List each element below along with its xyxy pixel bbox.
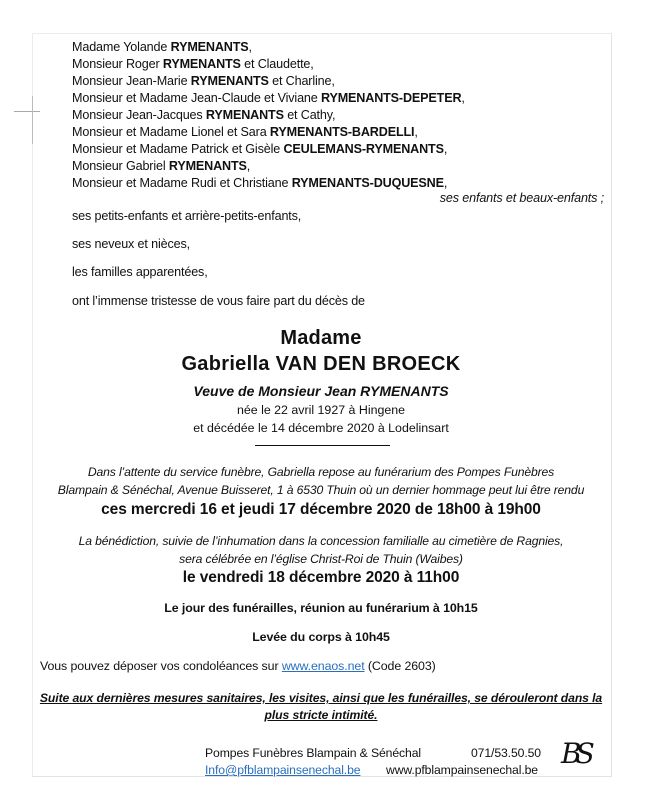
family-member — [72, 57, 314, 72]
family-member-first: Monsieur et Madame Patrick et Gisèle — [72, 142, 284, 156]
family-member-first: Monsieur et Madame Rudi et Christiane — [72, 176, 292, 190]
company-logo-icon: BS — [561, 737, 589, 770]
widow-of: Veuve de Monsieur Jean RYMENANTS — [193, 383, 449, 399]
family-member-first: Monsieur et Madame Jean-Claude et Viviane — [72, 91, 321, 105]
family-member — [72, 91, 465, 106]
family-member-surname: RYMENANTS — [205, 108, 284, 122]
footer-email-wrap — [205, 763, 360, 777]
family-member-rest: , — [443, 142, 448, 156]
visitation-line-1: Dans l’attente du service funèbre, Gabriella repose au funérarium des Pompes Funèbres — [87, 465, 555, 479]
condolences-line — [40, 659, 436, 673]
separator-rule — [255, 445, 390, 446]
children-label: ses enfants et beaux-enfants ; — [439, 191, 604, 205]
family-member-first: Monsieur Jean-Marie — [72, 74, 191, 88]
family-member — [72, 142, 447, 157]
death-info: et décédée le 14 décembre 2020 à Lodelinsart — [193, 421, 449, 435]
family-member — [72, 176, 447, 191]
sanitary-notice-2 — [32, 706, 610, 724]
family-member-rest: , — [461, 91, 465, 105]
ceremony-line-1: La bénédiction, suivie de l’inhumation dans la concession familialle au cimetière de Ragnies, — [78, 534, 564, 548]
family-member — [72, 159, 250, 174]
family-member-surname: RYMENANTS-BARDELLI — [269, 125, 415, 139]
family-member — [72, 125, 418, 140]
families-line: les familles apparentées, — [72, 265, 208, 279]
announcement-line: ont l’immense tristesse de vous faire part du décès de — [72, 294, 365, 308]
crop-mark-horizontal — [14, 111, 40, 112]
ceremony-line-2: sera célébrée en l’église Christ-Roi de Thuin (Waibes) — [179, 552, 463, 566]
sanitary-notice — [32, 689, 610, 707]
condolences-link[interactable]: www.enaos.net — [281, 659, 365, 673]
family-member-surname: RYMENANTS-DUQUESNE — [291, 176, 444, 190]
deceased-title: Madame — [280, 327, 362, 349]
lifting-info: Levée du corps à 10h45 — [252, 630, 390, 644]
footer-website: www.pfblampainsenechal.be — [386, 763, 538, 777]
family-member-rest: et Charline, — [268, 74, 335, 88]
family-member-rest: , — [443, 176, 448, 190]
grandchildren-line: ses petits-enfants et arrière-petits-enfants, — [72, 209, 302, 223]
footer-email-link[interactable]: Info@pfblampainsenechal.be — [205, 763, 361, 777]
visitation-dates: ces mercredi 16 et jeudi 17 décembre 2020 de 18h00 à 19h00 — [101, 501, 541, 518]
birth-info: née le 22 avril 1927 à Hingene — [236, 403, 406, 417]
family-member-surname: RYMENANTS — [168, 159, 247, 173]
family-member-surname: RYMENANTS-DEPETER — [320, 91, 462, 105]
sanitary-notice-line-2: plus stricte intimité. — [264, 708, 378, 722]
deceased-name: Gabriella VAN DEN BROECK — [181, 353, 461, 375]
ceremony-date: le vendredi 18 décembre 2020 à 11h00 — [182, 569, 460, 586]
sanitary-notice-line-1: Suite aux dernières mesures sanitaires, les visites, ainsi que les funérailles, se dérouleront dans la — [39, 691, 603, 705]
nephews-line: ses neveux et nièces, — [72, 237, 190, 251]
family-member-rest: , — [248, 40, 252, 54]
family-member-rest: et Cathy, — [283, 108, 336, 122]
family-member-first: Monsieur Jean-Jacques — [72, 108, 206, 122]
family-member-first: Monsieur Roger — [72, 57, 163, 71]
family-member-rest: et Claudette, — [240, 57, 314, 71]
footer-company: Pompes Funèbres Blampain & Sénéchal — [205, 746, 422, 760]
condolences-code: (Code 2603) — [364, 659, 436, 673]
family-member-surname: RYMENANTS — [162, 57, 241, 71]
family-member-rest: , — [246, 159, 251, 173]
family-member-first: Monsieur Gabriel — [72, 159, 169, 173]
family-member — [72, 108, 335, 123]
family-member-first: Monsieur et Madame Lionel et Sara — [72, 125, 270, 139]
meeting-info: Le jour des funérailles, réunion au funérarium à 10h15 — [164, 601, 478, 615]
visitation-line-2: Blampain & Sénéchal, Avenue Buisseret, 1 à 6530 Thuin où un dernier hommage peut lui être rendu — [57, 483, 585, 497]
family-member-surname: RYMENANTS — [170, 40, 249, 54]
footer-phone: 071/53.50.50 — [471, 746, 541, 760]
family-member — [72, 74, 335, 89]
family-member-rest: , — [414, 125, 418, 139]
condolences-text: Vous pouvez déposer vos condoléances sur — [40, 659, 282, 673]
family-member-surname: RYMENANTS — [190, 74, 269, 88]
family-member-first: Madame Yolande — [72, 40, 171, 54]
crop-mark-vertical — [32, 96, 33, 144]
family-member-surname: CEULEMANS-RYMENANTS — [283, 142, 444, 156]
family-member — [72, 40, 252, 55]
